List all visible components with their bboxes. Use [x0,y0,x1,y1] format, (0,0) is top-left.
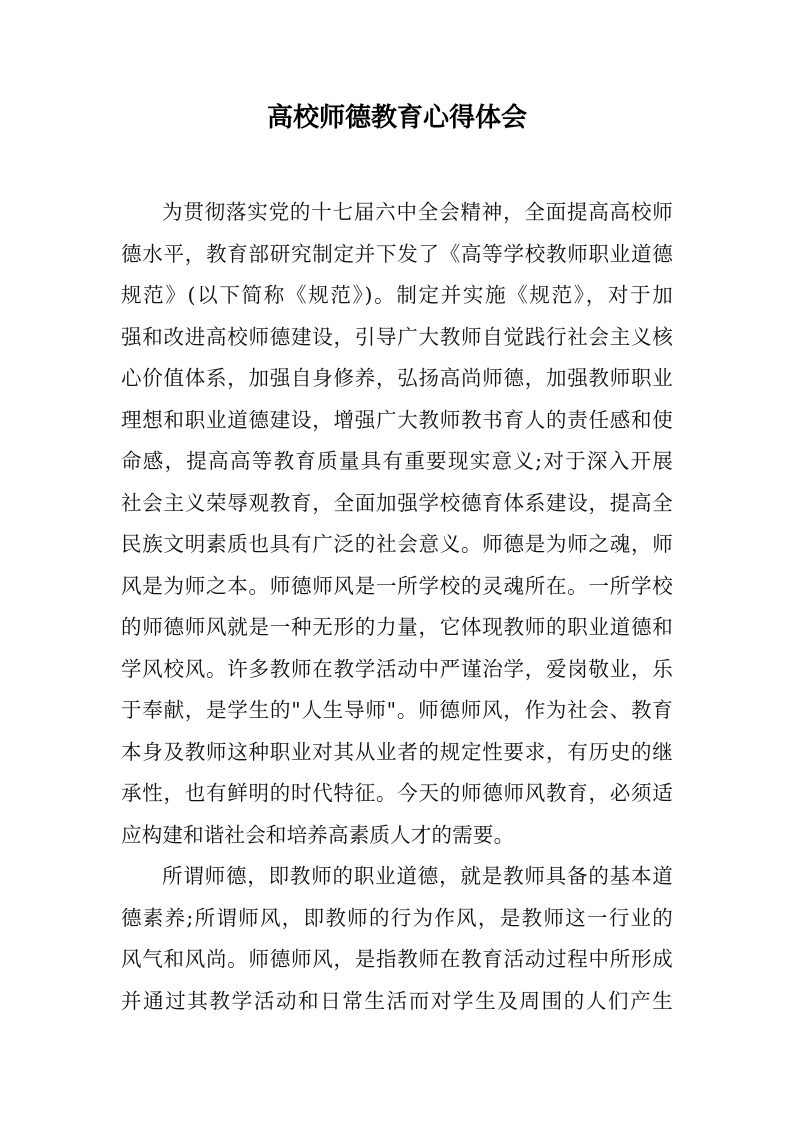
text-line: 强和改进高校师德建设，引导广大教师自觉践行社会主义核 [121,324,673,349]
text-line: 规范》(以下简称《规范》)。制定并实施《规范》，对于加 [121,283,673,307]
text-line: 理想和职业道德建设，增强广大教师教书育人的责任感和使 [121,407,673,432]
text-line: 的师德师风就是一种无形的力量，它体现教师的职业道德和 [121,615,673,639]
text-line: 本身及教师这种职业对其从业者的规定性要求，有历史的继 [121,739,673,764]
document-title: 高校师德教育心得体会 [266,103,527,133]
text-line: 于奉献，是学生的"人生导师"。师德师风，作为社会、教育 [121,698,673,722]
paragraph-1 [121,192,673,856]
text-line: 德素养;所谓师风，即教师的行为作风，是教师这一行业的 [121,905,673,930]
paragraph-2 [121,856,673,1022]
text-line: 应构建和谐社会和培养高素质人才的需要。 [121,822,515,847]
text-line: 社会主义荣辱观教育，全面加强学校德育体系建设，提高全 [121,490,673,515]
text-line: 风是为师之本。师德师风是一所学校的灵魂所在。一所学校 [121,573,673,598]
text-line: 为贯彻落实党的十七届六中全会精神，全面提高高校师 [162,200,673,224]
text-line: 所谓师德，即教师的职业道德，就是教师具备的基本道 [162,864,673,888]
text-line: 民族文明素质也具有广泛的社会意义。师德是为师之魂，师 [121,532,673,556]
text-line: 并通过其教学活动和日常生活而对学生及周围的人们产生 [121,988,673,1013]
text-line: 风气和风尚。师德师风，是指教师在教育活动过程中所形成 [121,947,673,971]
text-line: 学风校风。许多教师在教学活动中严谨治学，爱岗敬业，乐 [121,656,673,681]
text-line: 承性，也有鲜明的时代特征。今天的师德师风教育，必须适 [121,781,673,805]
text-line: 心价值体系，加强自身修养，弘扬高尚师德，加强教师职业 [121,366,673,390]
text-line: 命感，提高高等教育质量具有重要现实意义;对于深入开展 [121,449,673,473]
document-body [121,192,673,1022]
text-line: 德水平，教育部研究制定并下发了《高等学校教师职业道德 [121,241,673,266]
